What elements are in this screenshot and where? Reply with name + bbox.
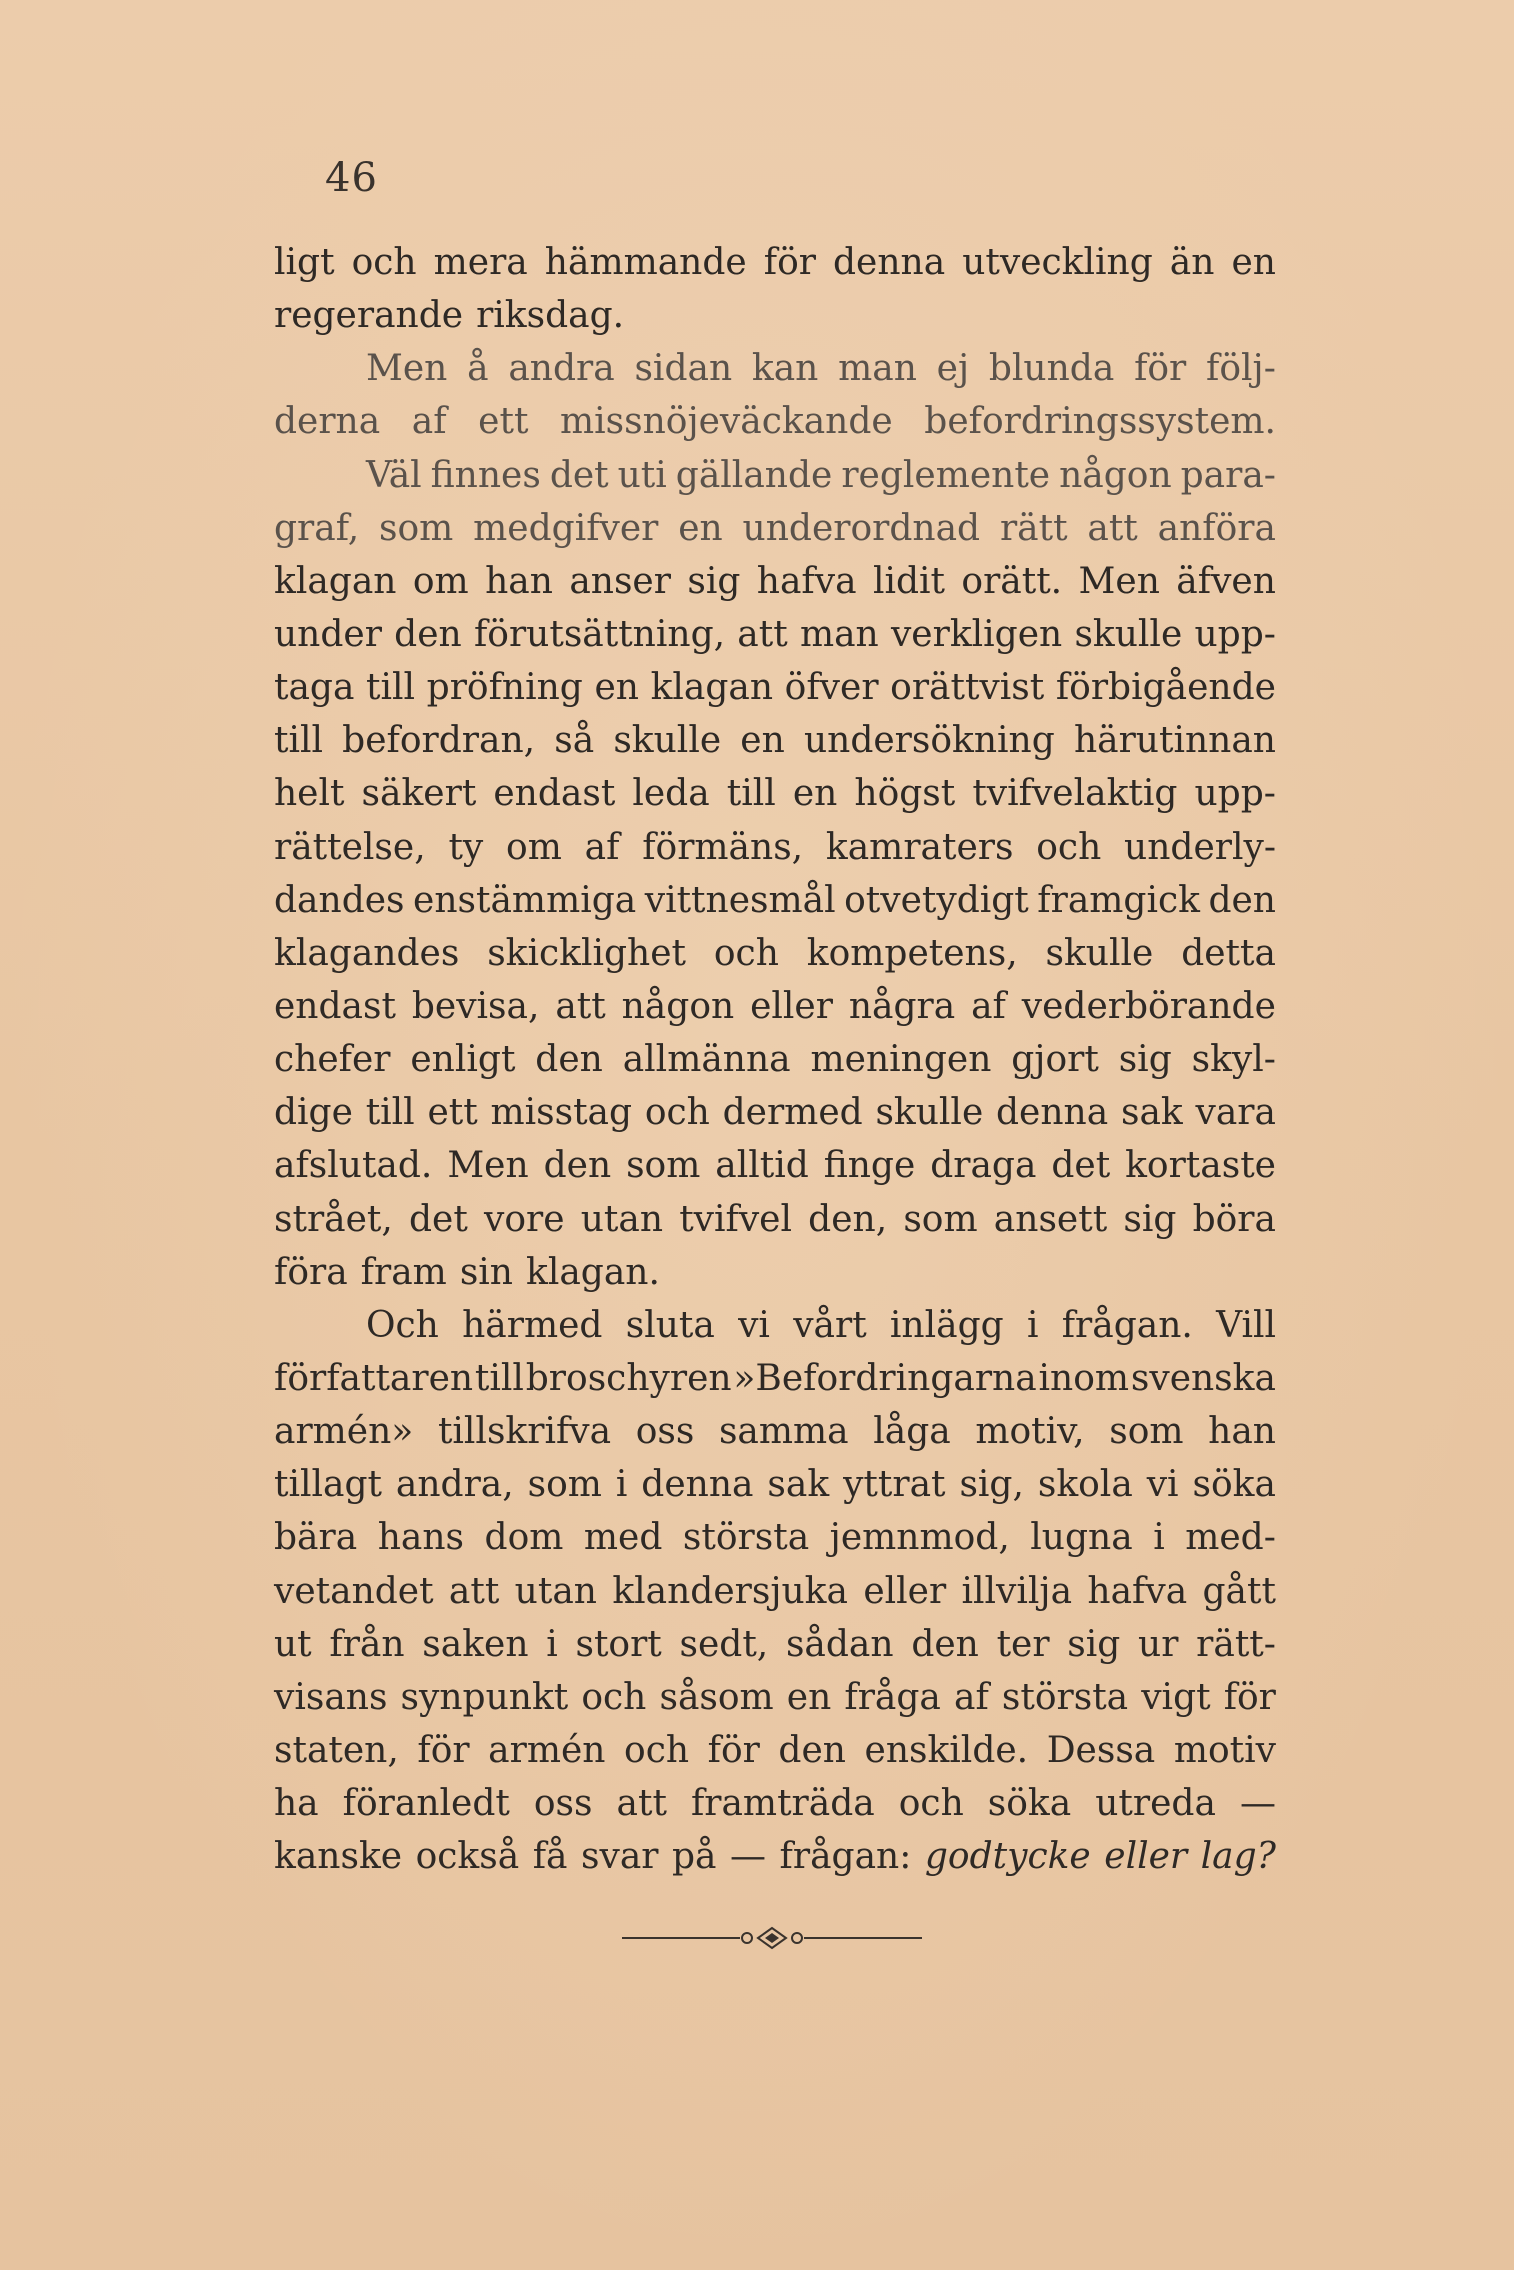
word: enstämmiga — [413, 879, 637, 921]
word: Men — [1078, 560, 1160, 602]
text-line — [274, 1352, 1276, 1405]
word: missnöjeväckande — [560, 401, 893, 443]
word: för — [763, 242, 816, 283]
word: dermed — [722, 1092, 863, 1134]
word: och — [1036, 826, 1102, 868]
word: svenska — [1130, 1357, 1276, 1399]
text-line — [274, 661, 1276, 714]
word: inom — [1038, 1357, 1130, 1399]
word: motiv — [1173, 1729, 1276, 1771]
text-line — [274, 1246, 1276, 1299]
word: i — [1153, 1517, 1165, 1559]
word: att — [737, 613, 788, 655]
word: medgifver — [473, 507, 659, 549]
word: största — [1001, 1676, 1129, 1718]
word: utan — [514, 1570, 597, 1612]
text-line — [274, 927, 1276, 980]
word: till — [474, 1357, 524, 1399]
word: vi — [1146, 1464, 1179, 1506]
word: enligt — [410, 1039, 516, 1081]
word: att — [616, 1783, 667, 1825]
word: härutinnan — [1073, 720, 1276, 762]
word: också — [415, 1836, 520, 1878]
word: allmänna — [622, 1039, 791, 1081]
word: mera — [433, 242, 528, 283]
word: afslutad. — [274, 1145, 433, 1187]
word: vigt — [1141, 1676, 1211, 1718]
word: sig — [687, 560, 741, 602]
word: största — [682, 1517, 810, 1559]
word: till — [365, 1092, 415, 1134]
word: eller — [863, 1570, 947, 1612]
word: rättelse, — [274, 826, 426, 868]
word: lugna — [1030, 1517, 1133, 1559]
word: någon — [621, 985, 735, 1027]
word: broschyren — [525, 1357, 732, 1399]
word: skicklighet — [487, 932, 686, 974]
word: — — [730, 1836, 767, 1878]
word: vore — [484, 1198, 565, 1240]
word: förbigående — [1055, 667, 1276, 709]
text-line — [274, 1671, 1276, 1724]
word: lidit — [872, 560, 946, 602]
word: anföra — [1157, 507, 1276, 549]
word: än — [1169, 242, 1215, 283]
word: meningen — [810, 1039, 992, 1081]
word: äfven — [1176, 560, 1276, 602]
word: ansett — [993, 1198, 1108, 1240]
word: klandersjuka — [612, 1570, 848, 1612]
word: sig, — [959, 1464, 1024, 1506]
word: misstag — [490, 1092, 633, 1134]
word: tvifvel — [679, 1198, 792, 1240]
word: om — [506, 826, 562, 868]
word: från — [329, 1623, 405, 1665]
word: endast — [493, 773, 616, 815]
word: föranledt — [342, 1783, 510, 1825]
text-line — [274, 449, 1276, 502]
word: få — [532, 1836, 568, 1878]
word: alltid — [715, 1145, 809, 1187]
word: tillagt — [274, 1464, 382, 1506]
word: riksdag. — [476, 295, 625, 337]
word: rätt- — [1196, 1623, 1276, 1665]
word: verkligen — [890, 613, 1063, 655]
word: tillskrifva — [437, 1411, 612, 1453]
word: ur — [1138, 1623, 1179, 1665]
word: — — [1239, 1783, 1276, 1825]
word: saken — [422, 1623, 529, 1665]
word: den — [1208, 879, 1276, 921]
text-line-final — [274, 1830, 1276, 1883]
word: och — [644, 1092, 710, 1134]
text-line — [274, 1086, 1276, 1139]
word: leda — [632, 773, 710, 815]
word: enskilde. — [864, 1729, 1029, 1771]
word: kamraters — [825, 826, 1014, 868]
word: vi — [738, 1304, 770, 1346]
word: dige — [274, 1092, 353, 1134]
emphasis-word: eller — [1104, 1836, 1188, 1878]
word: denna — [833, 242, 946, 283]
word: skulle — [1045, 932, 1154, 974]
word: klagan. — [526, 1251, 660, 1293]
word: oss — [635, 1411, 695, 1453]
text-line — [274, 1193, 1276, 1246]
word: otvetydigt — [844, 879, 1029, 921]
word: klagandes — [274, 932, 460, 974]
word: och — [581, 1676, 647, 1718]
word: vederbörande — [1021, 985, 1276, 1027]
word: upp- — [1194, 773, 1276, 815]
word: underordnad — [742, 507, 981, 549]
word: söka — [1192, 1464, 1276, 1506]
word: låga — [873, 1411, 951, 1453]
word: svar — [581, 1836, 659, 1878]
word: eller — [750, 985, 833, 1027]
text-line — [274, 980, 1276, 1033]
word: kortaste — [1125, 1145, 1276, 1187]
word: strået, — [274, 1198, 393, 1240]
text-line — [274, 555, 1276, 608]
word: Vill — [1216, 1304, 1276, 1346]
word: han — [485, 560, 553, 602]
word: sak — [1120, 1092, 1183, 1134]
word: söka — [987, 1783, 1072, 1825]
word: så — [554, 720, 595, 762]
word: och — [713, 932, 779, 974]
word: graf, — [274, 507, 360, 549]
word: Men — [447, 1145, 529, 1187]
word: vårt — [793, 1304, 867, 1346]
word: den — [778, 1729, 846, 1771]
word: för — [1134, 348, 1187, 390]
text-line — [274, 1033, 1276, 1086]
word: orättvist — [890, 667, 1045, 709]
word: fråga — [844, 1676, 941, 1718]
word: dandes — [274, 879, 405, 921]
word: andra, — [395, 1464, 514, 1506]
word: samma — [718, 1411, 849, 1453]
word: som — [379, 507, 454, 549]
word: pröfning — [426, 667, 583, 709]
word: förmäns, — [642, 826, 804, 868]
word: befordringssystem. — [924, 401, 1276, 443]
word: oss — [533, 1783, 593, 1825]
text-line — [274, 874, 1276, 927]
word: att — [1087, 507, 1138, 549]
word: hafva — [756, 560, 857, 602]
word: vittnesmål — [644, 879, 836, 921]
word: sig — [1118, 1039, 1172, 1081]
word: synpunkt — [400, 1676, 569, 1718]
word: den, — [808, 1198, 888, 1240]
text-line — [274, 1139, 1276, 1192]
word: sådan — [785, 1623, 894, 1665]
word: endast — [274, 985, 396, 1027]
word: framträda — [690, 1783, 875, 1825]
word: det — [1051, 1145, 1111, 1187]
word: inlägg — [889, 1304, 1004, 1346]
word: under — [274, 613, 382, 655]
word: hafva — [1087, 1570, 1188, 1612]
word: befordran, — [342, 720, 536, 762]
word: yttrat — [843, 1464, 946, 1506]
word: skyl- — [1191, 1039, 1276, 1081]
emphasis-word: godtycke — [924, 1836, 1091, 1878]
word: sig — [1067, 1623, 1121, 1665]
word: sidan — [634, 348, 733, 390]
word: det — [409, 1198, 468, 1240]
word: som — [626, 1145, 701, 1187]
word: ligt — [274, 242, 335, 283]
text-line — [274, 236, 1276, 289]
word: för — [707, 1729, 760, 1771]
word: en — [594, 667, 639, 709]
word: dom — [484, 1517, 564, 1559]
word: ett — [478, 401, 529, 443]
word: följ- — [1206, 348, 1276, 390]
word: förutsättning, — [473, 613, 726, 655]
word: kan — [751, 348, 819, 390]
word: skola — [1037, 1464, 1133, 1506]
word: blunda — [988, 348, 1115, 390]
text-line — [274, 1777, 1276, 1830]
text-line — [274, 1299, 1276, 1352]
word: i — [1026, 1304, 1039, 1346]
word: af — [411, 401, 447, 443]
word: framgick — [1037, 879, 1200, 921]
word: öfver — [784, 667, 879, 709]
word: till — [366, 667, 416, 709]
word: stort — [575, 1623, 662, 1665]
word: anser — [569, 560, 671, 602]
word: taga — [274, 667, 355, 709]
word: den — [911, 1623, 979, 1665]
word: illvilja — [961, 1570, 1073, 1612]
word: undersökning — [803, 720, 1055, 762]
word: frågan: — [779, 1836, 912, 1878]
word: skulle — [613, 720, 722, 762]
word: sig — [1123, 1198, 1177, 1240]
text-line — [274, 1511, 1276, 1564]
word: för — [417, 1729, 470, 1771]
word: underly- — [1124, 826, 1276, 868]
word: säkert — [361, 773, 477, 815]
word: en — [786, 1676, 832, 1718]
word: kompetens, — [806, 932, 1018, 974]
word: finnes — [430, 454, 541, 496]
word: vara — [1195, 1092, 1276, 1134]
word: några — [848, 985, 956, 1027]
word: gått — [1202, 1570, 1276, 1612]
word: och — [624, 1729, 690, 1771]
word: armén» — [274, 1411, 414, 1453]
text-line — [274, 1458, 1276, 1511]
word: derna — [274, 401, 381, 443]
word: »Befordringarna — [733, 1357, 1037, 1399]
word: han — [1208, 1411, 1276, 1453]
word: ter — [996, 1623, 1050, 1665]
word: sedt, — [679, 1623, 769, 1665]
word: utreda — [1095, 1783, 1216, 1825]
word: utveckling — [962, 242, 1153, 283]
text-line — [274, 289, 1276, 342]
word: en — [1231, 242, 1276, 283]
word: armén — [488, 1729, 606, 1771]
word: upp- — [1194, 613, 1276, 655]
word: ut — [274, 1623, 312, 1665]
word: detta — [1181, 932, 1276, 974]
word: för — [1223, 1676, 1276, 1718]
word: tvifvelaktig — [972, 773, 1178, 815]
word: gällande — [675, 454, 833, 496]
word: härmed — [462, 1304, 603, 1346]
word: och — [898, 1783, 964, 1825]
word: på — [672, 1836, 717, 1878]
word: en — [792, 773, 838, 815]
word: klagan — [650, 667, 774, 709]
word: visans — [274, 1676, 388, 1718]
word: man — [799, 613, 879, 655]
word: finge — [823, 1145, 916, 1187]
word: högst — [854, 773, 956, 815]
word: som — [1109, 1411, 1184, 1453]
word: fram — [360, 1251, 447, 1293]
word: bära — [274, 1517, 358, 1559]
text-line — [274, 1724, 1276, 1777]
word: om — [412, 560, 469, 602]
text-line — [274, 342, 1276, 395]
word: klagan — [274, 560, 397, 602]
word: uti — [617, 454, 667, 496]
word: en — [678, 507, 723, 549]
word: i — [546, 1623, 558, 1665]
word: Men — [366, 348, 448, 390]
text-line — [274, 821, 1276, 874]
word: bevisa, — [411, 985, 540, 1027]
word: hans — [377, 1517, 465, 1559]
word: sak — [767, 1464, 830, 1506]
word: Och — [366, 1304, 439, 1346]
word: frågan. — [1061, 1304, 1193, 1346]
word: skulle — [875, 1092, 984, 1134]
word: med- — [1185, 1517, 1276, 1559]
word: författaren — [274, 1357, 474, 1399]
text-line — [274, 502, 1276, 555]
word: att — [555, 985, 606, 1027]
word: och — [351, 242, 417, 283]
emphasis-word: lag? — [1200, 1836, 1276, 1878]
word: reglemente — [841, 454, 1051, 496]
word: ha — [274, 1783, 319, 1825]
word: chefer — [274, 1039, 391, 1081]
word: sluta — [625, 1304, 715, 1346]
word: till — [274, 720, 324, 762]
word: ej — [936, 348, 970, 390]
word: vetandet — [274, 1570, 434, 1612]
text-line — [274, 1565, 1276, 1618]
word: den — [543, 1145, 612, 1187]
word: som — [527, 1464, 602, 1506]
word: Dessa — [1046, 1729, 1156, 1771]
word: draga — [930, 1145, 1037, 1187]
word: föra — [274, 1251, 348, 1293]
text-line — [274, 714, 1276, 767]
body-text — [274, 236, 1276, 1883]
word: rätt — [999, 507, 1068, 549]
word: kanske — [274, 1836, 403, 1878]
text-line — [274, 1405, 1276, 1458]
word: till — [726, 773, 776, 815]
word: som — [903, 1198, 978, 1240]
word: staten, — [274, 1729, 399, 1771]
word: af — [584, 826, 620, 868]
text-line — [274, 767, 1276, 820]
word: helt — [274, 773, 345, 815]
word: andra — [508, 348, 615, 390]
word: af — [954, 1676, 989, 1718]
text-line — [274, 608, 1276, 661]
word: att — [448, 1570, 500, 1612]
word: gjort — [1011, 1039, 1099, 1081]
word: den — [535, 1039, 603, 1081]
word: af — [971, 985, 1006, 1027]
word: den — [394, 613, 462, 655]
word: regerande — [274, 295, 464, 337]
word: någon — [1059, 454, 1172, 496]
word: det — [549, 454, 609, 496]
word: jemnmod, — [829, 1517, 1010, 1559]
word: denna — [641, 1464, 754, 1506]
word: ty — [448, 826, 484, 868]
word: Väl — [366, 454, 422, 496]
word: man — [838, 348, 917, 390]
word: para- — [1180, 454, 1276, 496]
word: motiv, — [975, 1411, 1085, 1453]
text-line — [274, 395, 1276, 448]
word: sin — [459, 1251, 513, 1293]
word: denna — [996, 1092, 1109, 1134]
word: en — [740, 720, 785, 762]
text-line — [274, 1618, 1276, 1671]
word: hämmande — [544, 242, 747, 283]
word: å — [467, 348, 489, 390]
page-number: 46 — [325, 155, 378, 201]
word: böra — [1192, 1198, 1276, 1240]
word: skulle — [1074, 613, 1183, 655]
word: i — [615, 1464, 628, 1506]
section-end-ornament — [622, 1923, 922, 1953]
word: orätt. — [961, 560, 1063, 602]
word: med — [583, 1517, 663, 1559]
word: ett — [427, 1092, 478, 1134]
word: såsom — [659, 1676, 774, 1718]
word: utan — [580, 1198, 664, 1240]
